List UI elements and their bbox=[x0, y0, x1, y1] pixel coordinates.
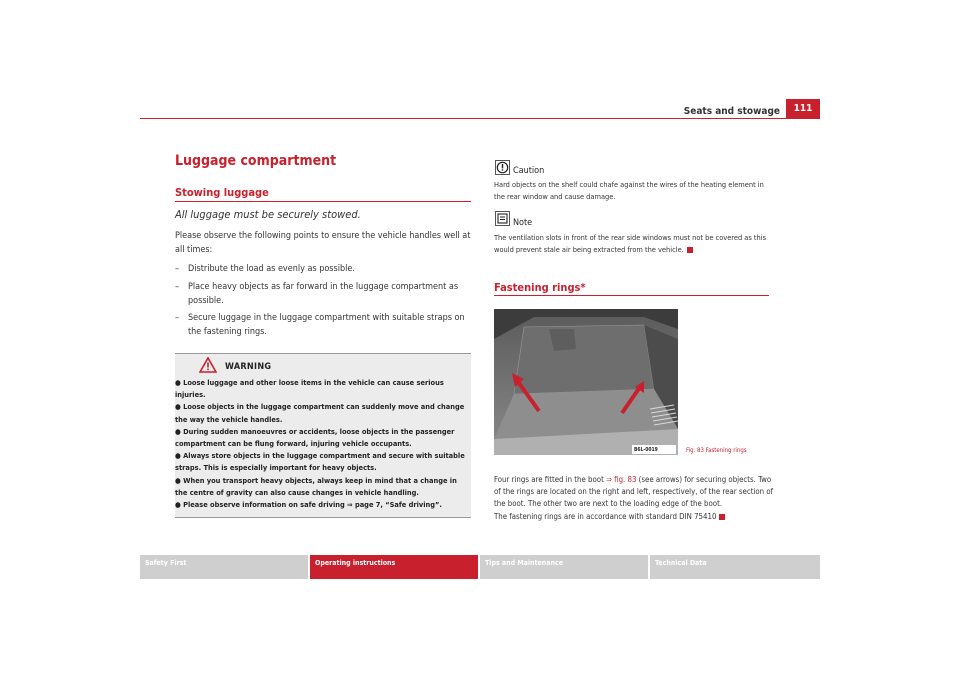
tab-operating-instructions[interactable]: Operating instructions bbox=[310, 555, 478, 579]
note-title: Note bbox=[513, 218, 533, 228]
figure-luggage-compartment bbox=[494, 309, 678, 455]
figure-cross-reference[interactable]: ⇒ fig. 83 bbox=[606, 475, 637, 484]
warning-item: ● Loose luggage and other loose items in the vehicle can cause serious injuries. bbox=[175, 378, 444, 400]
list-item-text: Place heavy objects as far forward in the luggage compartment as possible. bbox=[188, 282, 459, 306]
header-rule bbox=[140, 118, 820, 119]
warning-list bbox=[175, 377, 468, 511]
note-icon bbox=[495, 211, 510, 226]
end-of-section-mark bbox=[719, 514, 725, 520]
warning-triangle-icon bbox=[199, 357, 217, 373]
warning-title: WARNING bbox=[225, 362, 272, 372]
subsection-heading: Stowing luggage bbox=[175, 186, 269, 199]
tab-technical-data[interactable]: Technical Data bbox=[650, 555, 820, 579]
subsection-rule bbox=[175, 201, 471, 202]
warning-item: ● Loose objects in the luggage compartment can suddenly move and change the way the vehicle handles. bbox=[175, 402, 465, 424]
intro-paragraph: Please observe the following points to ensure the vehicle handles well at all times: bbox=[175, 231, 471, 255]
caution-icon bbox=[495, 160, 510, 175]
section-heading-fastening-rings: Fastening rings* bbox=[494, 281, 586, 294]
running-header-title: Seats and stowage bbox=[683, 106, 780, 117]
list-item-text: Secure luggage in the luggage compartment with suitable straps on the fastening rings. bbox=[188, 313, 465, 337]
din-standard-paragraph: The fastening rings are in accordance with standard DIN 75410 bbox=[494, 511, 776, 523]
fastening-rings-paragraph: Four rings are fitted in the boot ⇒ fig. 83 (see arrows) for securing objects. Two of the rings are located on the right and left, respectively, of the rear section of the boot. The other two are next to the loading edge of the boot. bbox=[494, 475, 774, 509]
cross-reference-link[interactable]: page 7, “Safe driving”. bbox=[352, 500, 442, 510]
cross-reference-arrow: ⇒ bbox=[347, 500, 353, 510]
dash-bullet: – bbox=[175, 264, 180, 274]
figure-caption: Fig. 83 Fastening rings bbox=[686, 447, 747, 454]
warning-item: ● Always store objects in the luggage compartment and secure with suitable straps. This is especially important for heavy objects. bbox=[175, 451, 465, 473]
section-rule bbox=[494, 295, 769, 296]
list-item bbox=[175, 280, 471, 308]
end-of-section-mark bbox=[687, 247, 693, 253]
caution-text: Hard objects on the shelf could chafe against the wires of the heating element in the rear window and cause damage. bbox=[494, 180, 764, 201]
note-text: The ventilation slots in front of the rear side windows must not be covered as this would prevent stale air being extracted from the vehicle. bbox=[494, 233, 767, 254]
tab-safety-first[interactable]: Safety First bbox=[140, 555, 308, 579]
dash-bullet: – bbox=[175, 313, 180, 323]
figure-code: B6L-0019 bbox=[634, 447, 658, 453]
caution-title: Caution bbox=[513, 166, 545, 176]
page-number: 111 bbox=[786, 99, 820, 119]
list-item bbox=[175, 311, 471, 339]
tab-tips-and-maintenance[interactable]: Tips and Maintenance bbox=[480, 555, 648, 579]
list-item-text: Distribute the load as evenly as possible. bbox=[188, 264, 355, 274]
warning-item: ● During sudden manoeuvres or accidents, loose objects in the passenger compartment can be flung forward, injuring vehicle occupants. bbox=[175, 426, 455, 449]
list-item bbox=[175, 262, 471, 276]
warning-item: ● When you transport heavy objects, always keep in mind that a change in the centre of gravity can also cause changes in vehicle handling. bbox=[175, 475, 457, 497]
warning-item: ● Please observe information on safe driving ⇒ page 7, “Safe driving”. bbox=[175, 500, 442, 510]
section-heading: Luggage compartment bbox=[175, 153, 337, 169]
dash-bullet: – bbox=[175, 282, 180, 292]
intro-statement: All luggage must be securely stowed. bbox=[175, 208, 361, 221]
